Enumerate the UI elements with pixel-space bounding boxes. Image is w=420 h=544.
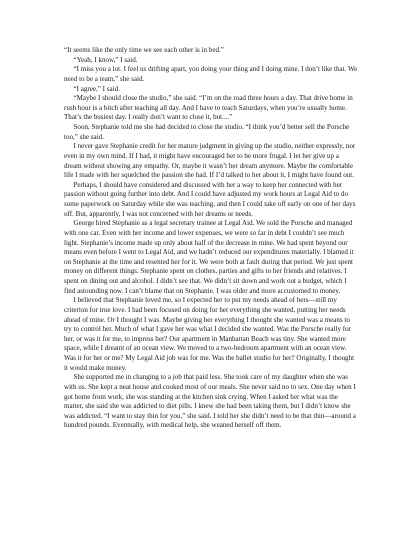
paragraph: Perhaps, I should have considered and discussed with her a way to keep her connected with her passion without going further into debt. And I could have adjusted my work hours at Legal Aid to do some paperwork on Saturday while she was teaching, and then I could take off early on one of her days off. But, apparently, I was not concerned with her dreams or needs. [64,180,356,218]
paragraph: “I miss you a lot. I feel us drifting apart, you doing your thing and I doing mine. I don’t like that. We need to be a team,” she said. [64,65,358,83]
paragraph: “Maybe I should close the studio,” she said. “I’m on the road three hours a day. That drive home in rush hour is a bitch after teaching all day. And I have to teach Saturdays, when you’re usually home. That’s the busiest day. I really don’t want to close it, but....” [64,94,353,122]
paragraph: Soon, Stephanie told me she had decided to close the studio. “I think you’d better sell the Porsche too,” she said. [64,123,350,141]
paragraph: “It seems like the only time we see each other is in bed.” [64,46,224,54]
paragraph: She supported me in changing to a job that paid less. She took care of my daughter when she was with us. She kept a neat house and cooked most of our meals. She never said no to sex. One day when I got home from work, she was standing at the kitchen sink crying. When I asked her what was the matter, she said she was addicted to diet pills. I knew she had been taking them, but I didn’t know she was addicted. “I want to stay thin for you,” she said. I told her she didn’t need to be that thin—around a hundred pounds. Eventually, with medical help, she weaned herself off them. [64,373,356,430]
paragraph: George hired Stephanie as a legal secretary trainee at Legal Aid. We sold the Porsche and managed with one car. Even with her income and lower expenses, we were so far in debt I couldn’t see much light. Stephanie’s income made up only about half of the decrease in mine. We had spent beyond our means even before I went to Legal Aid, and we hadn’t reduced our expenditures materially. I blamed it on Stephanie at the time and resented her for it. We were both at fault during that period. We just spent money on different things. Stephanie spent on clothes, parties and gifts to her friends and relatives. I spent on dining out and alcohol. I didn’t see that. We didn’t sit down and work out a budget, which I find astounding now. I can’t blame that on Stephanie. I was older and more accustomed to money. [64,219,354,295]
paragraph: “I agree,” I said. [73,84,120,93]
paragraph: I never gave Stephanie credit for her mature judgment in giving up the studio, neither expressly, nor even in my own mind. If I had, it might have encouraged her to be more frugal. I let her give up a dream without showing any empathy. Or, maybe it wasn’t her dream anymore. Maybe the comfortable life I made with her squelched the passion she had. If I’d talked to her about it, I might have found out. [64,142,356,180]
paragraph: I believed that Stephanie loved me, so I expected her to put my needs ahead of hers—still my criterion for true love. I had been focused on doing for her everything she wanted, putting her needs ahead of mine. Or I thought I was. Maybe giving her everything I thought she wanted was a means to try to control her. Much of what I gave her was what I decided she wanted. Was the Porsche really for her, or was it for me, to impress her? Our apartment in Manhattan Beach was tiny. She wanted more space, while I dreamt of an ocean view. We moved to a two-bedroom apartment with an ocean view. Was it for her or me? My Legal Aid job was for me. Was the ballet studio for her? Originally, I thought it would make money. [64,296,355,372]
paragraph: “Yeah, I know,” I said. [73,55,138,64]
document-page [64,46,358,431]
